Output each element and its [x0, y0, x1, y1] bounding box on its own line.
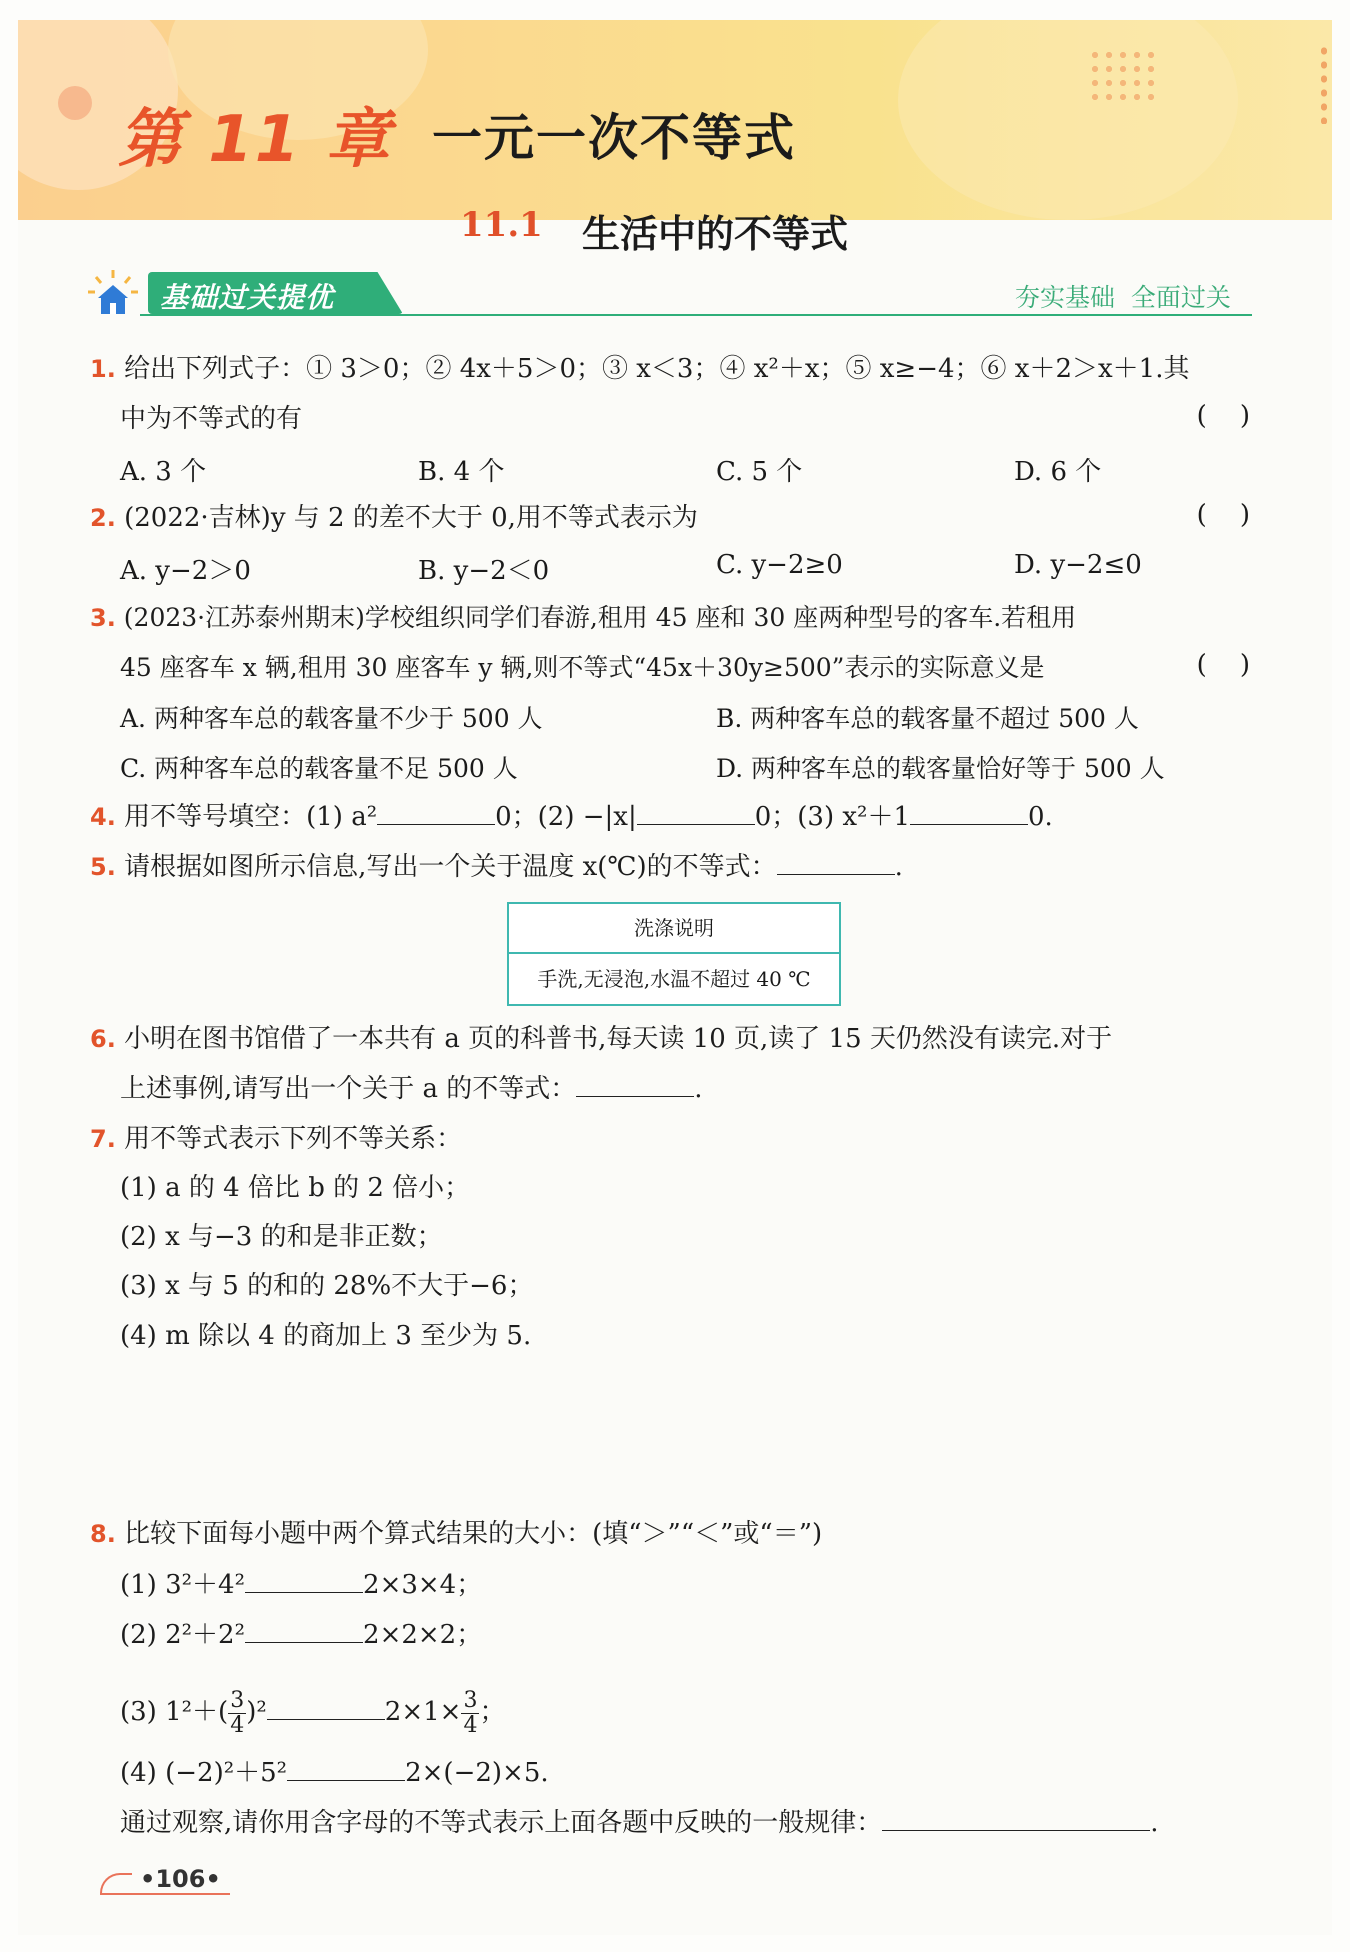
expression: 2×2×2； — [363, 1620, 483, 1650]
option-a: A. 两种客车总的载客量不少于 500 人 — [120, 704, 543, 733]
question-number: 2. — [90, 504, 116, 532]
answer-blank[interactable] — [777, 850, 895, 875]
conclusion — [120, 1805, 1159, 1841]
answer-blank[interactable] — [267, 1695, 385, 1720]
answer-blank[interactable] — [245, 1618, 363, 1643]
option-a: A. 3 个 — [120, 457, 207, 487]
answer-paren: ( ) — [1196, 401, 1250, 431]
expression: 2×1× — [384, 1697, 462, 1727]
fraction — [228, 1689, 246, 1738]
question-text: 用不等式表示下列不等关系： — [124, 1124, 463, 1154]
question-8 — [90, 1516, 822, 1552]
question-text: (2023·江苏泰州期末)学校组织同学们春游,租用 45 座和 30 座两种型号的客车.若租用 — [123, 603, 1077, 632]
answer-blank[interactable] — [882, 1806, 1150, 1831]
option-b: B. 两种客车总的载客量不超过 500 人 — [716, 704, 1139, 733]
question-text: 比较下面每小题中两个算式结果的大小：(填“＞”“＜”或“＝”) — [124, 1519, 823, 1549]
denominator: 4 — [230, 1712, 245, 1738]
expression: (2) 2²＋2² — [120, 1620, 246, 1650]
numerator: 3 — [463, 1687, 478, 1713]
question-number: 7. — [90, 1125, 116, 1153]
section-badge: 基础过关提优 — [160, 281, 335, 314]
section-title: 生活中的不等式 — [582, 211, 849, 256]
page-number: •106• — [140, 1865, 221, 1893]
question-number: 5. — [90, 853, 116, 881]
denominator: 4 — [463, 1712, 478, 1738]
house-icon — [86, 268, 140, 318]
answer-blank[interactable] — [287, 1756, 405, 1781]
answer-blank[interactable] — [377, 800, 495, 825]
question-text: . — [694, 1074, 703, 1104]
option-d: D. y−2≤0 — [1014, 550, 1142, 580]
expression: )² — [246, 1697, 267, 1727]
dots-decoration-icon — [1318, 44, 1330, 124]
question-text: 通过观察,请你用含字母的不等式表示上面各题中反映的一般规律： — [120, 1808, 883, 1838]
question-3 — [90, 600, 1076, 636]
expression: 2×3×4； — [363, 1570, 483, 1600]
question-number: 8. — [90, 1520, 116, 1548]
question-text-cont: 中为不等式的有 — [120, 404, 303, 434]
answer-blank[interactable] — [576, 1072, 694, 1097]
question-7 — [90, 1121, 462, 1157]
circle-decoration-icon — [58, 86, 92, 120]
question-1 — [90, 351, 1189, 387]
question-text: 上述事例,请写出一个关于 a 的不等式： — [120, 1074, 577, 1104]
expression: (3) 1²＋( — [120, 1697, 229, 1727]
question-text: 用不等号填空：(1) a² — [124, 802, 378, 832]
question-text: . — [894, 852, 903, 882]
question-number: 4. — [90, 803, 116, 831]
question-text-cont — [120, 1071, 703, 1107]
question-number: 1. — [90, 355, 116, 383]
question-text: 给出下列式子：① 3＞0；② 4x＋5＞0；③ x＜3；④ x²＋x；⑤ x≥−4；⑥ x＋2＞x＋1.其 — [124, 354, 1190, 384]
option-d: D. 6 个 — [1014, 457, 1102, 487]
option-d: D. 两种客车总的载客量恰好等于 500 人 — [716, 754, 1165, 783]
dots-decoration-icon — [1088, 48, 1158, 108]
table-body: 手洗,无浸泡,水温不超过 40 ℃ — [537, 967, 811, 991]
sub-question: (3) x 与 5 的和的 28%不大于−6； — [120, 1271, 534, 1301]
question-text: (2022·吉林)y 与 2 的差不大于 0,用不等式表示为 — [124, 503, 698, 533]
sub-question — [120, 1682, 505, 1742]
sub-question: (2) x 与−3 的和是非正数； — [120, 1222, 443, 1252]
washing-label-table — [507, 902, 841, 1006]
slogan: 夯实基础 全面过关 — [1015, 283, 1231, 312]
table-title: 洗涤说明 — [509, 904, 839, 954]
sub-question: (1) a 的 4 倍比 b 的 2 倍小； — [120, 1173, 471, 1203]
question-2 — [90, 500, 698, 536]
question-number: 6. — [90, 1025, 116, 1053]
sub-question: (4) m 除以 4 的商加上 3 至少为 5. — [120, 1321, 532, 1351]
expression: (4) (−2)²＋5² — [120, 1758, 288, 1788]
expression: (1) 3²＋4² — [120, 1570, 246, 1600]
option-c: C. y−2≥0 — [716, 550, 843, 580]
chapter-title: 一元一次不等式 — [432, 109, 796, 167]
question-text: . — [1150, 1808, 1159, 1838]
question-number: 3. — [90, 604, 116, 632]
answer-paren: ( ) — [1196, 650, 1250, 680]
option-b: B. 4 个 — [418, 457, 505, 487]
option-b: B. y−2＜0 — [418, 556, 550, 586]
fraction — [461, 1689, 479, 1738]
option-c: C. 两种客车总的载客量不足 500 人 — [120, 754, 518, 783]
question-text-cont: 45 座客车 x 辆,租用 30 座客车 y 辆,则不等式“45x＋30y≥500”表示的实际意义是 — [120, 653, 1045, 682]
expression: ； — [479, 1697, 506, 1727]
sub-question — [120, 1617, 482, 1653]
question-5 — [90, 849, 903, 885]
answer-blank[interactable] — [245, 1568, 363, 1593]
question-6 — [90, 1021, 1112, 1057]
question-4 — [90, 799, 1053, 835]
option-a: A. y−2＞0 — [120, 556, 251, 586]
option-c: C. 5 个 — [716, 457, 803, 487]
question-text: 小明在图书馆借了一本共有 a 页的科普书,每天读 10 页,读了 15 天仍然没有读完.对于 — [124, 1024, 1113, 1054]
answer-paren: ( ) — [1196, 500, 1250, 530]
expression: 2×(−2)×5. — [405, 1758, 549, 1788]
sub-question — [120, 1755, 549, 1791]
question-text: 0. — [1028, 802, 1053, 832]
section-number: 11.1 — [460, 205, 543, 245]
sub-question — [120, 1567, 482, 1603]
answer-blank[interactable] — [637, 800, 755, 825]
answer-blank[interactable] — [910, 800, 1028, 825]
question-text: 0；(3) x²＋1 — [754, 802, 910, 832]
question-text: 0；(2) −|x| — [495, 802, 637, 832]
chapter-number: 第 11 章 — [118, 103, 392, 177]
numerator: 3 — [230, 1687, 245, 1713]
question-text: 请根据如图所示信息,写出一个关于温度 x(℃)的不等式： — [124, 852, 777, 882]
